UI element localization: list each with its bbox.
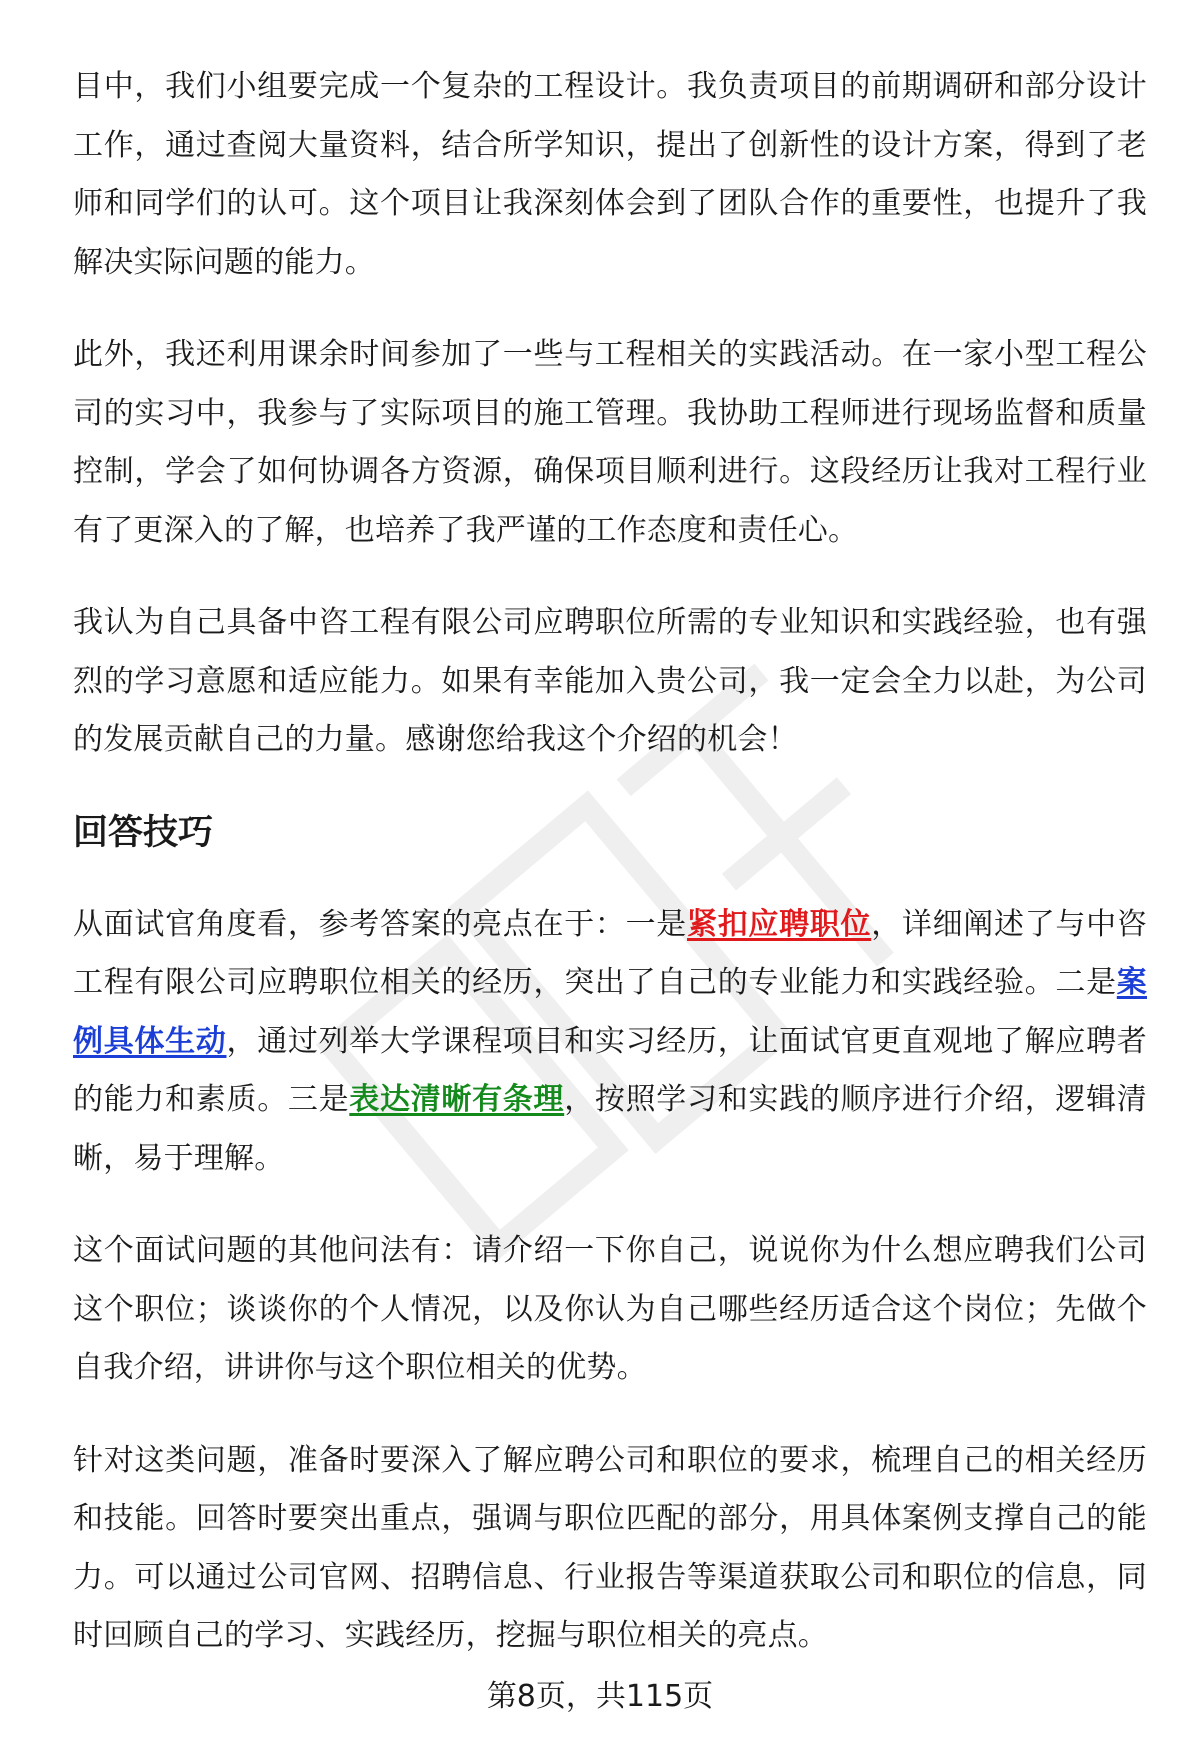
highlight-clear-expression: 表达清晰有条理 [349, 1082, 565, 1117]
highlight-position-match: 紧扣应聘职位 [687, 906, 872, 942]
paragraph-internship: 此外，我还利用课余时间参加了一些与工程相关的实践活动。在一家小型工程公司的实习中，我参与了实际项目的施工管理。我协助工程师进行现场监督和质量控制，学会了如何协调各方资源，确保项目顺利进行。这段经历让我对工程行业有了更深入的了解，也培养了我严谨的工作态度和责任心。 [73, 337, 1147, 548]
paragraph-closing: 我认为自己具备中咨工程有限公司应聘职位所需的专业知识和实践经验，也有强烈的学习意愿和适应能力。如果有幸能加入贵公司，我一定会全力以赴，为公司的发展贡献自己的力量。感谢您给我这个介绍的机会！ [73, 605, 1147, 757]
tips-text-1: 从面试官角度看，参考答案的亮点在于：一是 [73, 906, 687, 942]
tips-text-3: ，通过列举大学课程项目和实习经历，让面试官更直观地了解应聘者的能力和素质。三是 [73, 1023, 1147, 1117]
paragraph-preparation: 针对这类问题，准备时要深入了解应聘公司和职位的要求，梳理自己的相关经历和技能。回答时要突出重点，强调与职位匹配的部分，用具体案例支撑自己的能力。可以通过公司官网、招聘信息、行业报告等渠道获取公司和职位的信息，同时回顾自己的学习、实践经历，挖掘与职位相关的亮点。 [73, 1442, 1147, 1653]
document-page [73, 58, 1147, 1700]
section-heading: 回答技巧 [73, 812, 214, 853]
tips-text-2: ，详细阐述了与中咨工程有限公司应聘职位相关的经历，突出了自己的专业能力和实践经验。二是 [73, 906, 1147, 1000]
paragraph-alternate-questions: 这个面试问题的其他问法有：请介绍一下你自己，说说你为什么想应聘我们公司这个职位；谈谈你的个人情况，以及你认为自己哪些经历适合这个岗位；先做个自我介绍，讲讲你与这个职位相关的优势。 [73, 1233, 1147, 1385]
paragraph-tips [73, 896, 1147, 1189]
highlight-concrete-cases: 案例具体生动 [73, 965, 1147, 1059]
paragraph-project-experience: 目中，我们小组要完成一个复杂的工程设计。我负责项目的前期调研和部分设计工作，通过查阅大量资料，结合所学知识，提出了创新性的设计方案，得到了老师和同学们的认可。这个项目让我深刻体会到了团队合作的重要性，也提升了我解决实际问题的能力。 [73, 69, 1147, 280]
page-footer: 第8页，共115页 [486, 1679, 714, 1714]
tips-text-4: ，按照学习和实践的顺序进行介绍，逻辑清晰，易于理解。 [73, 1082, 1147, 1176]
